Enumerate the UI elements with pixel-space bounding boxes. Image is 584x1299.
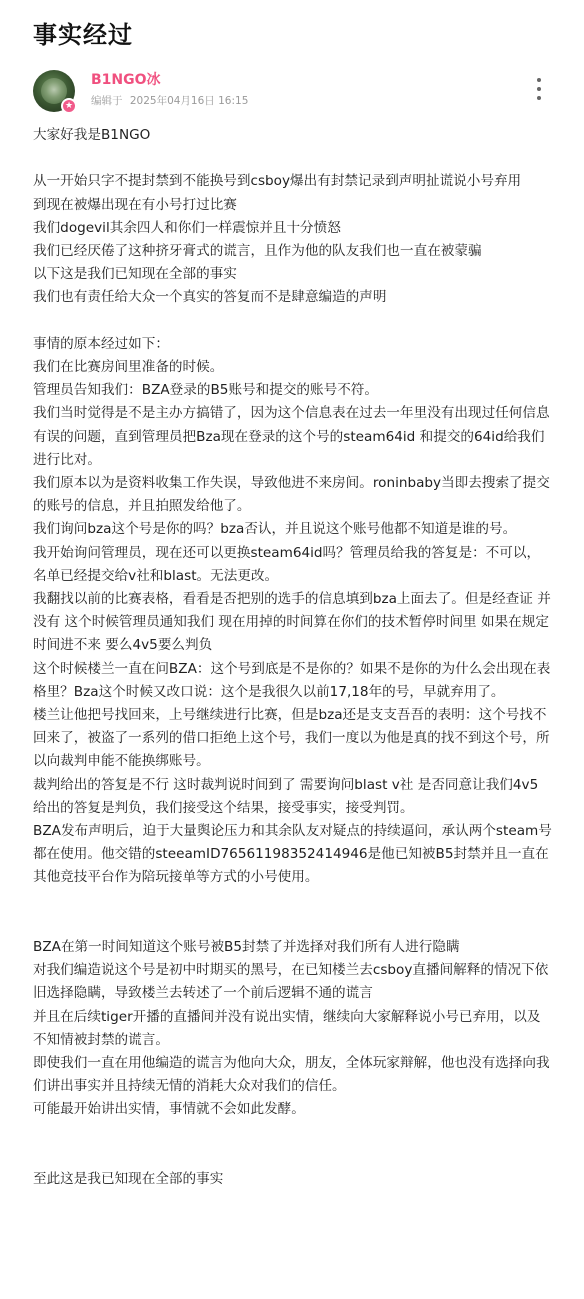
paragraph: 这个时候楼兰一直在问BZA：这个号到底是不是你的？如果不是你的为什么会出现在表格里？Bza这个时候又改口说：这个是我很久以前17,18年的号，早就弃用了。 xyxy=(33,660,551,700)
paragraph: 管理员告知我们：BZA登录的B5账号和提交的账号不符。 xyxy=(33,382,378,399)
paragraph: 对我们编造说这个号是初中时期买的黑号，在已知楼兰去csboy直播间解释的情况下依旧选择隐瞒，导致楼兰去转述了一个前后逻辑不通的谎言 xyxy=(33,962,549,1002)
paragraph: 我们当时觉得是不是主办方搞错了，因为这个信息表在过去一年里没有出现过任何信息有误的问题，直到管理员把Bza现在登录的这个号的steam64id 和提交的64id给我们进行比对。 xyxy=(33,405,550,468)
paragraph: 我开始询问管理员，现在还可以更换steam64id吗？管理员给我的答复是：不可以，名单已经提交给v社和blast。无法更改。 xyxy=(33,544,541,584)
edit-meta xyxy=(91,93,248,109)
edited-label: 编辑于 xyxy=(91,95,123,107)
paragraph: 我们也有责任给大众一个真实的答复而不是肆意编造的声明 xyxy=(33,289,387,306)
author-name[interactable]: B1NGO冰 xyxy=(91,72,161,88)
paragraph: 至此这是我已知现在全部的事实 xyxy=(33,1171,224,1188)
paragraph: 从一开始只字不提封禁到不能换号到csboy爆出有封禁记录到声明扯谎说小号弃用 xyxy=(33,173,522,190)
author-row xyxy=(33,66,553,116)
paragraph: 我们询问bza这个号是你的吗？bza否认，并且说这个账号他都不知道是谁的号。 xyxy=(33,521,517,538)
blank-line xyxy=(33,310,553,333)
paragraph: 我们在比赛房间里准备的时候。 xyxy=(33,359,224,375)
paragraph: 到现在被爆出现在有小号打过比赛 xyxy=(33,196,237,213)
paragraph: BZA发布声明后，迫于大量舆论压力和其余队友对疑点的持续逼问，承认两个steam号都在使用。他交错的steeamID76561198352414946是他已知被B5封禁并且一直在其他竞技平台作为陪玩接单等方式的小号使用。 xyxy=(33,823,552,886)
paragraph: 我翻找以前的比赛表格，看看是否把别的选手的信息填到bza上面去了。但是经查证 并没有 这个时候管理员通知我们 现在用掉的时间算在你们的技术暂停时间里 如果在规定时间进不来 要么4v5要么判负 xyxy=(33,591,551,654)
paragraph: 大家好我是B1NGO xyxy=(33,127,151,143)
verified-badge-icon: ★ xyxy=(61,98,77,114)
paragraph: 我们dogevil其余四人和你们一样震惊并且十分愤怒 xyxy=(33,219,341,236)
paragraph: 裁判给出的答复是不行 这时裁判说时间到了 需要询问blast v社 是否同意让我们4v5 给出的答复是判负，我们接受这个结果，接受事实，接受判罚。 xyxy=(33,776,539,816)
paragraph: 我们已经厌倦了这种挤牙膏式的谎言，且作为他的队友我们也一直在被蒙骗 xyxy=(33,243,482,259)
paragraph: 事情的原本经过如下： xyxy=(33,335,169,352)
paragraph: 可能最开始讲出实情，事情就不会如此发酵。 xyxy=(33,1101,305,1118)
blank-line xyxy=(33,890,553,913)
paragraph: BZA在第一时间知道这个账号被B5封禁了并选择对我们所有人进行隐瞒 xyxy=(33,939,460,956)
blank-line xyxy=(33,1145,553,1168)
article-title: 事实经过 xyxy=(33,21,133,49)
paragraph: 即使我们一直在用他编造的谎言为他向大众，朋友，全体玩家辩解，他也没有选择向我们讲出事实并且持续无情的消耗大众对我们的信任。 xyxy=(33,1055,550,1095)
paragraph: 并且在后续tiger开播的直播间并没有说出实情，继续向大家解释说小号已弃用，以及不知情被封禁的谎言。 xyxy=(33,1008,541,1048)
edited-time: 2025年04月16日 16:15 xyxy=(129,95,249,107)
paragraph: 楼兰让他把号找回来，上号继续进行比赛，但是bza还是支支吾吾的表明：这个号找不回来了，被盗了一系列的借口拒绝上这个号，我们一度以为他是真的找不到这个号，所以向裁判申能不能换绑账号。 xyxy=(33,707,550,770)
article-body xyxy=(33,124,553,1191)
more-vertical-icon[interactable] xyxy=(531,78,547,100)
blank-line xyxy=(33,1122,553,1145)
blank-line xyxy=(33,913,553,936)
blank-line xyxy=(33,147,553,170)
paragraph: 以下这是我们已知现在全部的事实 xyxy=(33,266,237,283)
paragraph: 我们原本以为是资料收集工作失误，导致他进不来房间。roninbaby当即去搜索了提交的账号的信息，并且拍照发给他了。 xyxy=(33,475,550,515)
avatar[interactable] xyxy=(33,70,75,112)
